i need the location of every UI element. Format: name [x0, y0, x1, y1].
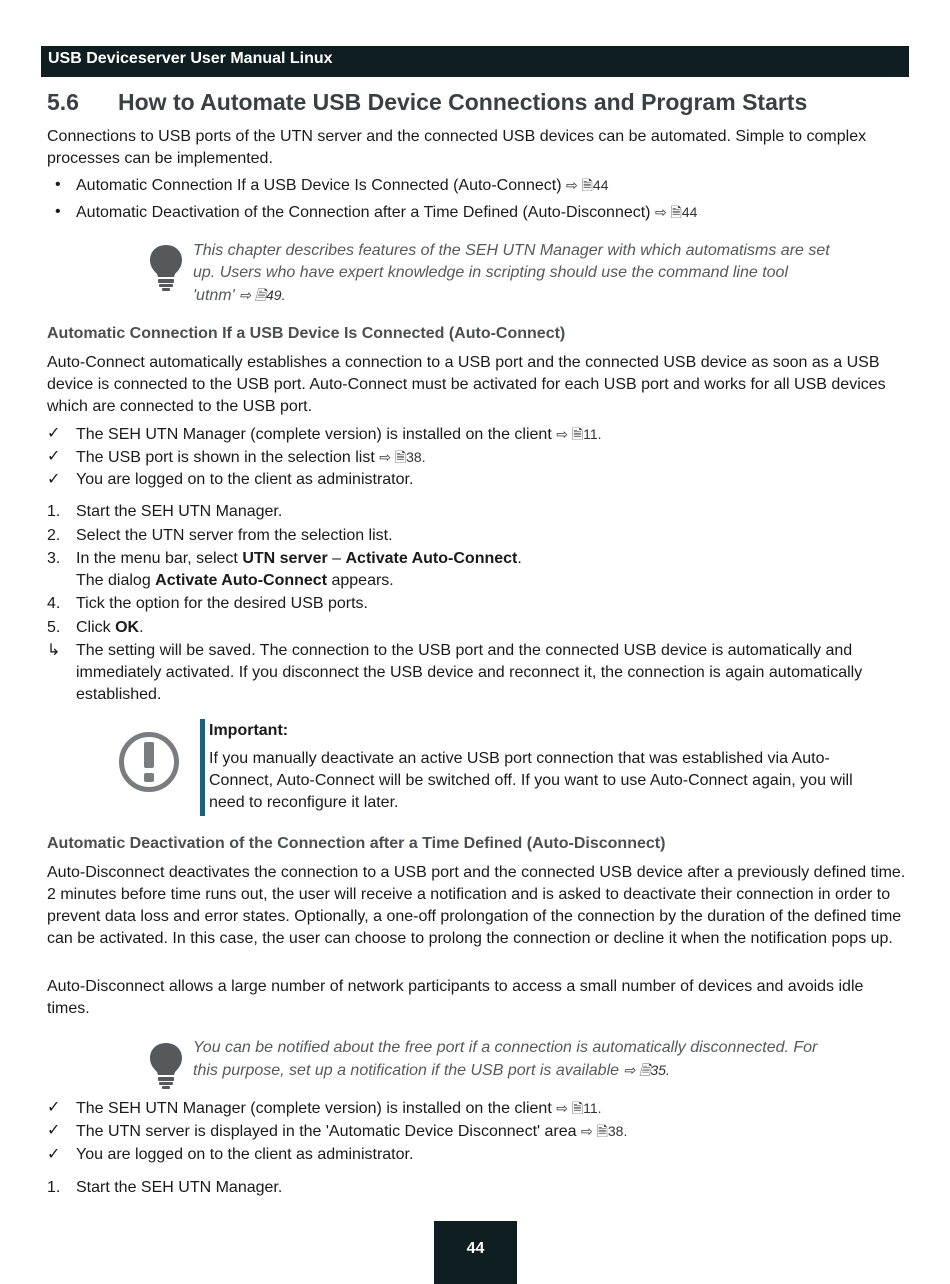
- page-reference-link[interactable]: ⇨ 🗎35.: [623, 1062, 670, 1078]
- step-text: Click OK.: [76, 619, 144, 636]
- manual-header-bar: [41, 46, 909, 77]
- step-number: 5.: [47, 619, 61, 636]
- step-text: Select the UTN server from the selection list.: [76, 527, 393, 544]
- section-intro: Connections to USB ports of the UTN server and the connected USB devices can be automated. Simple to complex processes can be implemented.: [47, 128, 867, 167]
- important-heading: Important:: [209, 722, 289, 739]
- page-number-box: [434, 1221, 517, 1284]
- button-label: OK: [115, 619, 140, 636]
- bullet-text: Automatic Connection If a USB Device Is Connected (Auto-Connect): [76, 177, 562, 194]
- page-reference-link[interactable]: ⇨ 🗎44: [654, 204, 698, 220]
- page-number: 44: [466, 1240, 485, 1257]
- menu-label: UTN server: [242, 550, 328, 567]
- bullet-dot: •: [55, 203, 61, 220]
- lightbulb-icon: [148, 243, 184, 291]
- section-heading: How to Automate USB Device Connections and Program Starts: [118, 89, 808, 115]
- exclamation-icon: [118, 731, 180, 793]
- step-text: Tick the option for the desired USB ports.: [76, 595, 368, 612]
- step-text: Start the SEH UTN Manager.: [76, 503, 283, 520]
- step-text: Start the SEH UTN Manager.: [76, 1179, 283, 1196]
- section-title: [47, 89, 807, 116]
- checkmark-icon: ✓: [47, 1122, 61, 1139]
- result-text: The setting will be saved. The connection to the USB port and the connected USB device is automatically and immediately activated. If you disconnect the USB device and reconnect it, the connection is again automatically established.: [76, 642, 863, 703]
- checkmark-icon: ✓: [47, 471, 61, 488]
- result-arrow-icon: ↳: [47, 642, 61, 659]
- step-number: 3.: [47, 550, 61, 567]
- section-number: 5.6: [47, 89, 79, 115]
- menu-item-label: Activate Auto-Connect: [345, 550, 518, 567]
- dialog-name: Activate Auto-Connect: [155, 572, 328, 589]
- step-number: 1.: [47, 1179, 61, 1196]
- step-number: 4.: [47, 595, 61, 612]
- step-number: 2.: [47, 527, 61, 544]
- manual-title: USB Deviceserver User Manual Linux: [48, 50, 333, 67]
- page-reference-link[interactable]: ⇨ 🗎11.: [556, 1100, 602, 1116]
- page-reference-link[interactable]: ⇨ 🗎11.: [556, 426, 602, 442]
- important-text: If you manually deactivate an active USB port connection that was established via Auto-Connect, Auto-Connect will be switched off. If you want to use Auto-Connect again, you will need to reconfigure it later.: [209, 750, 853, 811]
- tip-note: This chapter describes features of the SEH UTN Manager with which automatisms are set up. Users who have expert knowledge in scripting should use the command line tool 'utnm' ⇨ 🗎49.: [193, 242, 830, 304]
- step-number: 1.: [47, 503, 61, 520]
- page-reference-link[interactable]: ⇨ 🗎38.: [379, 449, 426, 465]
- autoconnect-heading: Automatic Connection If a USB Device Is Connected (Auto-Connect): [47, 325, 566, 342]
- bullet-dot: •: [55, 176, 61, 193]
- autodisconnect-description: Auto-Disconnect deactivates the connection to a USB port and the connected USB device after a previously defined time. 2 minutes before time runs out, the user will receive a notification and is asked to deactivate their connection in order to prevent data loss and error states. Optionally, a one-off prolongation of the connection by the duration of the defined time can be activated. In this case, the user can choose to prolong the connection or decline it when the notification pops up.: [47, 864, 906, 947]
- page-reference-link[interactable]: ⇨ 🗎38.: [581, 1123, 628, 1139]
- important-bar: [200, 719, 205, 816]
- checkmark-icon: ✓: [47, 1146, 61, 1163]
- bullet-text: Automatic Deactivation of the Connection after a Time Defined (Auto-Disconnect): [76, 204, 651, 221]
- tip-note: You can be notified about the free port if a connection is automatically disconnected. For this purpose, set up a notification if the USB port is available ⇨ 🗎35.: [193, 1039, 818, 1079]
- checkmark-icon: ✓: [47, 448, 61, 465]
- step-text: In the menu bar, select UTN server – Activate Auto-Connect.: [76, 550, 522, 567]
- autodisconnect-paragraph: Auto-Disconnect allows a large number of network participants to access a small number of devices and avoids idle times.: [47, 978, 864, 1017]
- lightbulb-icon: [148, 1041, 184, 1089]
- page-reference-link[interactable]: ⇨ 🗎44: [566, 177, 609, 193]
- checkmark-icon: ✓: [47, 1099, 61, 1116]
- autoconnect-description: Auto-Connect automatically establishes a connection to a USB port and the connected USB device as soon as a USB device is connected to the USB port. Auto-Connect must be activated for each USB port and works for all USB devices which are connected to the USB port.: [47, 354, 886, 415]
- page-reference-link[interactable]: ⇨ 🗎49.: [239, 287, 286, 303]
- checkmark-icon: ✓: [47, 425, 61, 442]
- autodisconnect-heading: Automatic Deactivation of the Connection after a Time Defined (Auto-Disconnect): [47, 835, 666, 852]
